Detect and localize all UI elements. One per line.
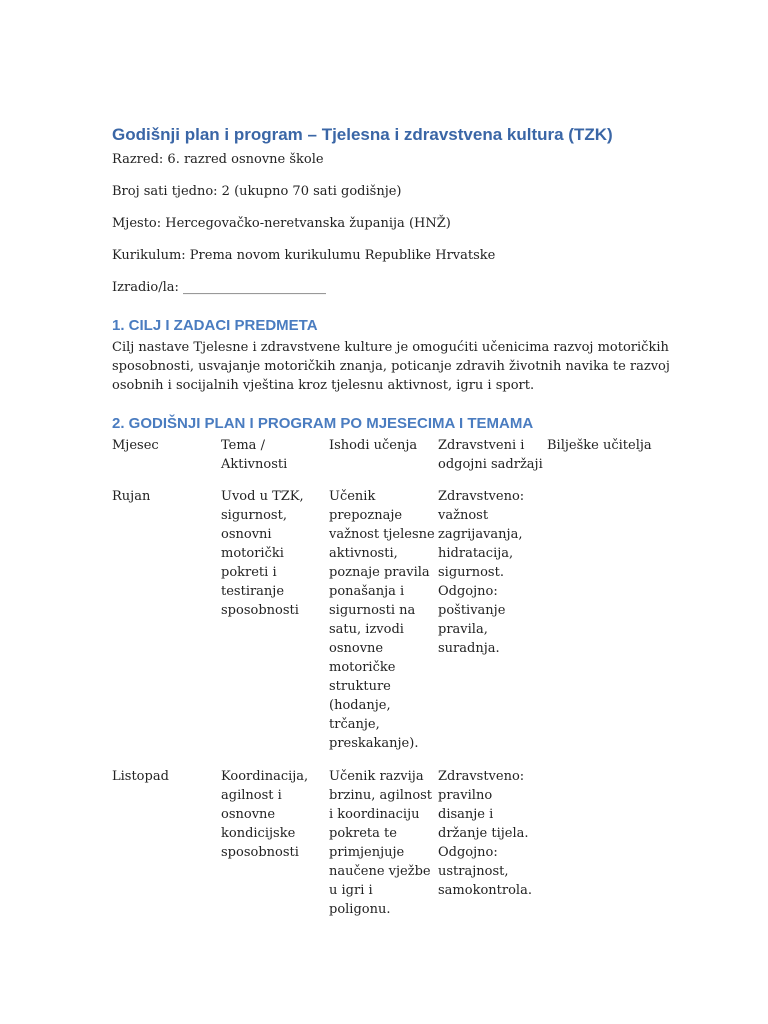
header-teacher-notes: Bilješke učitelja	[547, 438, 652, 453]
cell-month: Listopad	[112, 769, 169, 784]
location-line: Mjesto: Hercegovačko-neretvanska županija (HNŽ)	[112, 216, 451, 231]
table-row	[112, 767, 687, 933]
cell-outcomes: Učenik razvija brzinu, agilnost i koordinaciju pokreta te primjenjuje naučene vježbe u igri i poligonu.	[329, 769, 433, 917]
cell-health-content: Zdravstveno: važnost zagrijavanja, hidratacija, sigurnost. Odgojno: poštivanje pravila, suradnja.	[438, 489, 525, 656]
section-goals-heading: 1. CILJ I ZADACI PREDMETA	[112, 317, 318, 334]
table-header-row	[112, 436, 687, 487]
section-goals-text: Cilj nastave Tjelesne i zdravstvene kulture je omogućiti učenicima razvoj motoričkih sposobnosti, usvajanje motoričkih znanja, poticanje zdravih životnih navika te razvoj osobnih i socijalnih vještina kroz tjelesnu aktivnost, igru i sport.	[112, 340, 670, 393]
section-plan-heading: 2. GODIŠNJI PLAN I PROGRAM PO MJESECIMA I TEMAMA	[112, 415, 534, 432]
cell-outcomes: Učenik prepoznaje važnost tjelesne aktivnosti, poznaje pravila ponašanja i sigurnosti na satu, izvodi osnovne motoričke strukture (hodanje, trčanje, preskakanje).	[329, 489, 435, 751]
cell-health-content: Zdravstveno: pravilno disanje i držanje tijela. Odgojno: ustrajnost, samokontrola.	[438, 769, 532, 898]
weekly-hours-line: Broj sati tjedno: 2 (ukupno 70 sati godišnje)	[112, 184, 402, 199]
grade-line: Razred: 6. razred osnovne škole	[112, 152, 324, 167]
author-line: Izradio/la: ______________________	[112, 280, 327, 295]
document-title: Godišnji plan i program – Tjelesna i zdravstvena kultura (TZK)	[112, 125, 613, 144]
cell-topic: Koordinacija, agilnost i osnovne kondicijske sposobnosti	[221, 769, 309, 860]
cell-topic: Uvod u TZK, sigurnost, osnovni motorički pokreti i testiranje sposobnosti	[221, 489, 304, 618]
document-page	[112, 124, 712, 933]
header-outcomes: Ishodi učenja	[329, 438, 418, 453]
cell-teacher-notes	[547, 487, 687, 767]
header-topic: Tema / Aktivnosti	[221, 438, 288, 472]
header-health-content: Zdravstveni i odgojni sadržaji	[438, 438, 543, 472]
header-month: Mjesec	[112, 438, 159, 453]
annual-plan-table	[112, 436, 687, 933]
table-row	[112, 487, 687, 767]
curriculum-line: Kurikulum: Prema novom kurikulumu Republike Hrvatske	[112, 248, 496, 263]
cell-teacher-notes	[547, 767, 687, 933]
cell-month: Rujan	[112, 489, 151, 504]
